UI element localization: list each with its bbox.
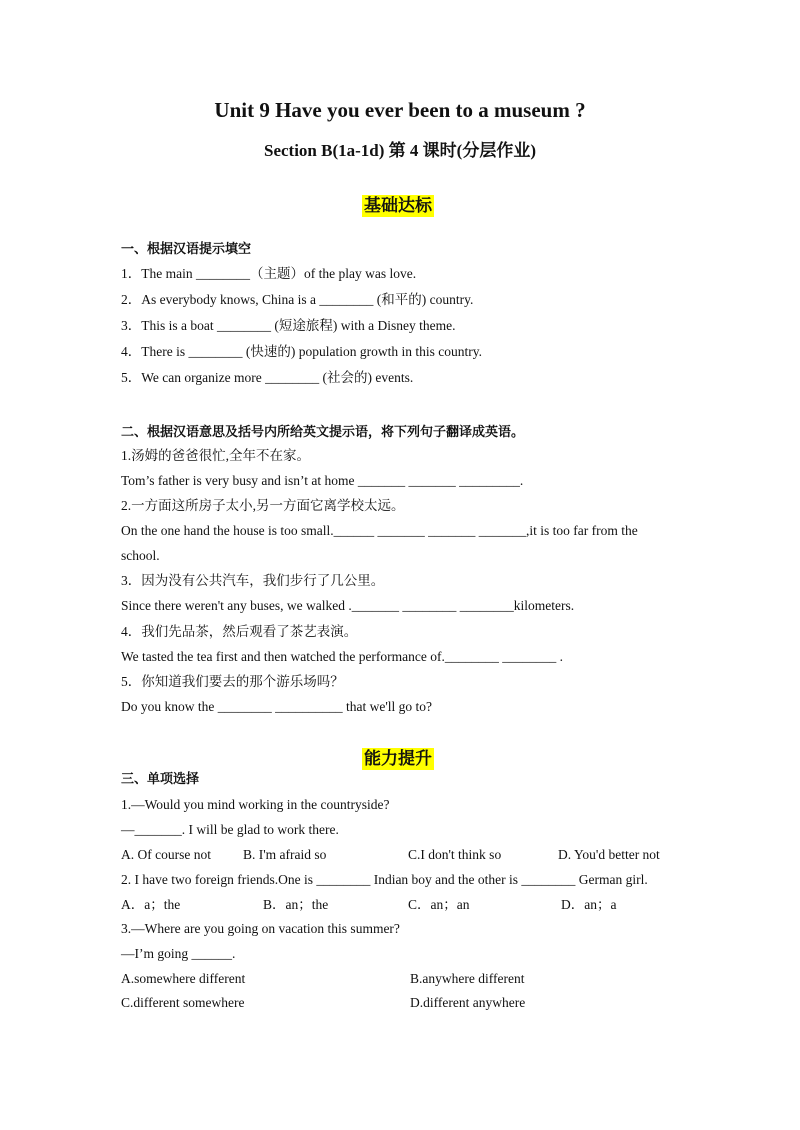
- part2-line: Do you know the ________ __________ that we'll go to?: [121, 699, 433, 714]
- page-title: Unit 9 Have you ever been to a museum ?: [214, 98, 586, 122]
- part2-line: We tasted the tea first and then watched the performance of.________ ________ .: [121, 649, 564, 664]
- q1-option-a: A. Of course not: [121, 847, 211, 862]
- q1-line: —_______. I will be glad to work there.: [121, 822, 339, 837]
- q3-option-a: A.somewhere different: [121, 971, 246, 986]
- q3-option-c: C.different somewhere: [121, 995, 245, 1010]
- q1-stem: 1.—Would you mind working in the countryside?: [121, 797, 390, 812]
- part2-line: school.: [121, 548, 160, 563]
- q3-option-d: D.different anywhere: [410, 995, 526, 1010]
- part1-item: 3．This is a boat ________ (短途旅程) with a Disney theme.: [121, 318, 456, 333]
- q3-option-b: B.anywhere different: [410, 971, 525, 986]
- q2-option-c: C．an；an: [408, 897, 470, 912]
- part1-item: 2．As everybody knows, China is a ________ (和平的) country.: [121, 292, 474, 307]
- page-subtitle: Section B(1a-1d) 第 4 课时(分层作业): [264, 141, 536, 160]
- part2-line: 1.汤姆的爸爸很忙,全年不在家。: [121, 448, 310, 463]
- part1-item: 5．We can organize more ________ (社会的) events.: [121, 370, 414, 385]
- q2-option-a: A．a；the: [121, 897, 181, 912]
- q3-line: —I’m going ______.: [121, 946, 236, 961]
- q1-option-d: D. You'd better not: [558, 847, 660, 862]
- section-band-advanced: 能力提升: [364, 749, 432, 769]
- part2-line: 4．我们先品茶，然后观看了茶艺表演。: [121, 624, 358, 639]
- part2-heading: 二、根据汉语意思及括号内所给英文提示语，将下列句子翻译成英语。: [121, 425, 525, 440]
- part2-line: Since there weren't any buses, we walked ._______ ________ ________kilometers.: [121, 598, 575, 613]
- q3-stem: 3.—Where are you going on vacation this summer?: [121, 921, 400, 936]
- part2-line: 3．因为没有公共汽车，我们步行了几公里。: [121, 573, 385, 588]
- part2-line: 5．你知道我们要去的那个游乐场吗？: [121, 674, 344, 689]
- q2-option-b: B．an；the: [263, 897, 329, 912]
- q1-option-c: C.I don't think so: [408, 847, 502, 862]
- q1-option-b: B. I'm afraid so: [243, 847, 327, 862]
- part1-item: 4．There is ________ (快速的) population growth in this country.: [121, 344, 482, 359]
- q2-option-d: D．an；a: [561, 897, 617, 912]
- part2-line: 2.一方面这所房子太小,另一方面它离学校太远。: [121, 498, 405, 513]
- q2-stem: 2. I have two foreign friends.One is ________ Indian boy and the other is ________ German girl.: [121, 872, 648, 887]
- part2-line: Tom’s father is very busy and isn’t at home _______ _______ _________.: [121, 473, 524, 488]
- part2-line: On the one hand the house is too small.______ _______ _______ _______,it is too far from the: [121, 523, 638, 538]
- part1-item: 1．The main ________（主题）of the play was love.: [121, 266, 417, 281]
- part1-heading: 一、根据汉语提示填空: [121, 242, 252, 257]
- section-band-basic: 基础达标: [364, 196, 432, 216]
- part3-heading: 三、单项选择: [121, 772, 200, 787]
